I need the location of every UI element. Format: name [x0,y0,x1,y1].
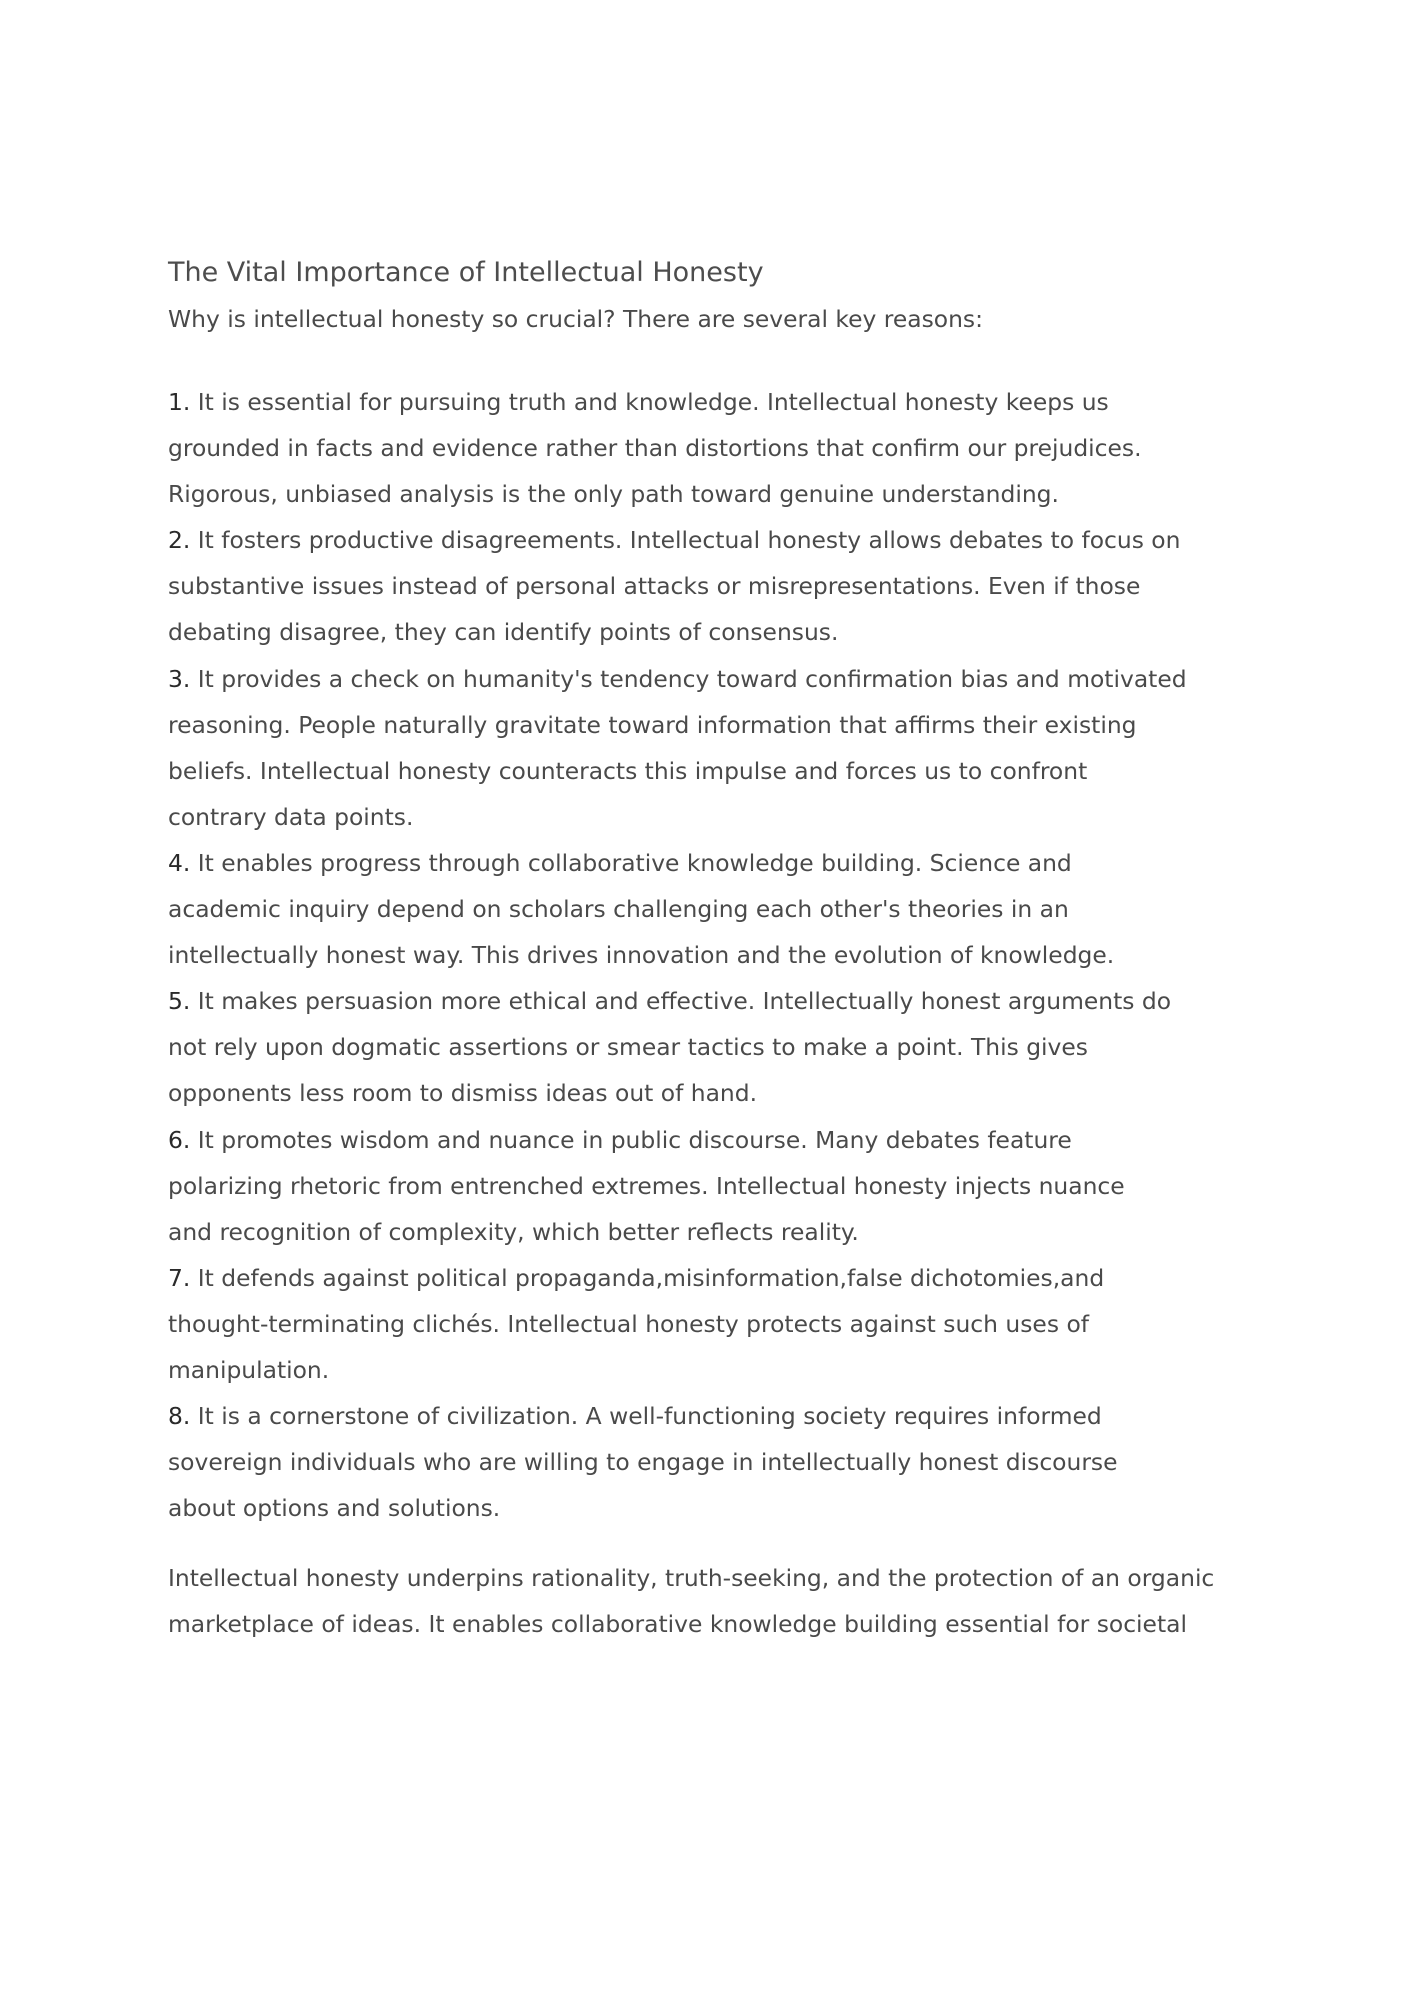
list-item-text: reasoning. People naturally gravitate toward information that affirms their existing [168,710,1137,739]
list-item-number: 3. [168,664,191,693]
list-item-number: 5. [168,987,191,1016]
list-item-line [168,702,1228,748]
list-item-text: substantive issues instead of personal attacks or misrepresentations. Even if those [168,572,1141,601]
list-item-line [168,656,1228,702]
list-item-text: It is a cornerstone of civilization. A well-functioning society requires informed [197,1402,1102,1431]
list-item-line [168,563,1228,609]
list-item-text: intellectually honest way. This drives innovation and the evolution of knowledge. [168,941,1115,970]
list-item-line [168,1393,1228,1439]
list-item-text: thought-terminating clichés. Intellectual honesty protects against such uses of [168,1309,1089,1338]
list-item-line [168,517,1228,563]
list-item-line [168,1255,1228,1301]
list-item-text: It is essential for pursuing truth and knowledge. Intellectual honesty keeps us [197,388,1109,416]
list-item-line [168,471,1228,517]
list-item-text: It enables progress through collaborative knowledge building. Science and [197,848,1072,877]
list-item [168,517,1228,655]
list-item-text: not rely upon dogmatic assertions or smear tactics to make a point. This gives [168,1033,1088,1062]
list-item-line [168,1070,1228,1116]
list-item-text: sovereign individuals who are willing to engage in intellectually honest discourse [168,1448,1118,1477]
conclusion-line: marketplace of ideas. It enables collaborative knowledge building essential for societal [168,1610,1187,1639]
list-item-text: about options and solutions. [168,1494,501,1523]
list-item-text: grounded in facts and evidence rather than distortions that confirm our prejudices. [168,434,1142,463]
list-item-text: contrary data points. [168,802,414,831]
list-item-text: It defends against political propaganda,misinformation,false dichotomies,and [197,1263,1105,1292]
list-item-number: 2. [168,526,191,555]
document-page [168,250,1228,1647]
list-item-number: 6. [168,1125,191,1154]
list-item [168,840,1228,978]
reasons-list [168,379,1228,1531]
list-item-line [168,978,1228,1024]
list-item-number: 7. [168,1263,191,1292]
intro-paragraph: Why is intellectual honesty so crucial? There are several key reasons: [168,305,983,333]
list-item-line [168,748,1228,794]
list-item-line [168,886,1228,932]
list-item-text: polarizing rhetoric from entrenched extremes. Intellectual honesty injects nuance [168,1171,1125,1200]
list-item-line [168,932,1228,978]
list-item [168,656,1228,840]
list-item [168,1255,1228,1393]
list-item [168,1117,1228,1255]
list-item-number: 1. [168,388,191,416]
list-item-line [168,1485,1228,1531]
list-item-line [168,1117,1228,1163]
conclusion-line: Intellectual honesty underpins rationality, truth-seeking, and the protection of an organic [168,1564,1215,1593]
conclusion-paragraph [168,1555,1228,1647]
list-item-text: debating disagree, they can identify points of consensus. [168,618,839,647]
list-item [168,978,1228,1116]
list-item-text: It promotes wisdom and nuance in public discourse. Many debates feature [197,1125,1072,1154]
list-item-text: Rigorous, unbiased analysis is the only path toward genuine understanding. [168,480,1059,509]
list-item-number: 8. [168,1402,191,1431]
list-item-text: It provides a check on humanity's tendency toward confirmation bias and motivated [197,664,1187,693]
list-item-text: manipulation. [168,1355,330,1384]
list-item [168,1393,1228,1531]
list-item-number: 4. [168,848,191,877]
list-item-text: academic inquiry depend on scholars challenging each other's theories in an [168,895,1069,924]
list-item-line [168,425,1228,471]
list-item-text: opponents less room to dismiss ideas out of hand. [168,1079,758,1108]
list-item-line [168,794,1228,840]
list-item-line [168,1347,1228,1393]
list-item-text: beliefs. Intellectual honesty counteracts this impulse and forces us to confront [168,756,1088,785]
list-item-line [168,1024,1228,1070]
list-item-line [168,1209,1228,1255]
list-item-text: It fosters productive disagreements. Intellectual honesty allows debates to focus on [197,526,1181,555]
list-item-line [168,609,1228,655]
list-item-line [168,840,1228,886]
list-item-line [168,1301,1228,1347]
list-item-line [168,379,1228,425]
document-title: The Vital Importance of Intellectual Honesty [168,257,764,288]
list-item-text: It makes persuasion more ethical and effective. Intellectually honest arguments do [197,987,1172,1016]
list-item-line [168,1439,1228,1485]
list-item-text: and recognition of complexity, which better reflects reality. [168,1217,859,1246]
list-item [168,379,1228,517]
list-item-line [168,1163,1228,1209]
